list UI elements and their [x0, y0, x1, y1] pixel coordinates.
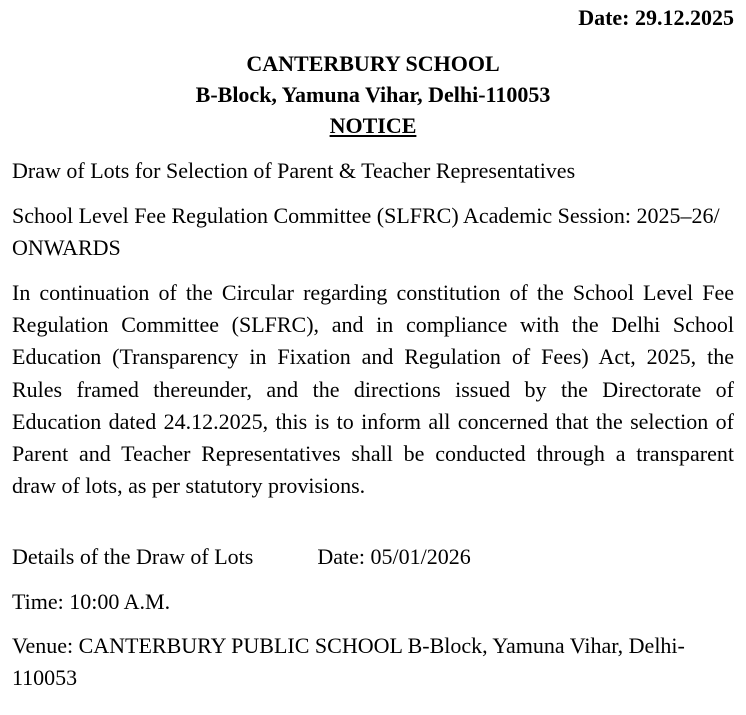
school-name: CANTERBURY SCHOOL: [246, 51, 500, 76]
draw-details: [12, 541, 734, 573]
draw-date: Date: 05/01/2026: [317, 544, 471, 569]
notice-header: [0, 48, 746, 141]
notice-date: Date: 29.12.2025: [578, 5, 734, 30]
details-label: Details of the Draw of Lots: [12, 544, 254, 569]
draw-time: Time: 10:00 A.M.: [12, 589, 171, 614]
draw-venue: Venue: CANTERBURY PUBLIC SCHOOL B-Block, Yamuna Vihar, Delhi-110053: [12, 633, 685, 690]
school-address: B-Block, Yamuna Vihar, Delhi-110053: [195, 82, 551, 107]
committee-line: School Level Fee Regulation Committee (SLFRC) Academic Session: 2025–26/ ONWARDS: [12, 203, 720, 260]
notice-subject: Draw of Lots for Selection of Parent & Teacher Representatives: [12, 158, 576, 183]
notice-heading: NOTICE: [329, 113, 417, 138]
notice-paragraph: In continuation of the Circular regarding constitution of the School Level Fee Regulation Committee (SLFRC), and in compliance with the Delhi School Education (Transparency in Fixation and Regulation of Fees) Act, 2025, the Rules framed thereunder, and the directions issued by the Directorate of Education dated 24.12.2025, this is to inform all concerned that the selection of Parent and Teacher Representatives shall be conducted through a transparent draw of lots, as per statutory provisions.: [12, 280, 734, 499]
